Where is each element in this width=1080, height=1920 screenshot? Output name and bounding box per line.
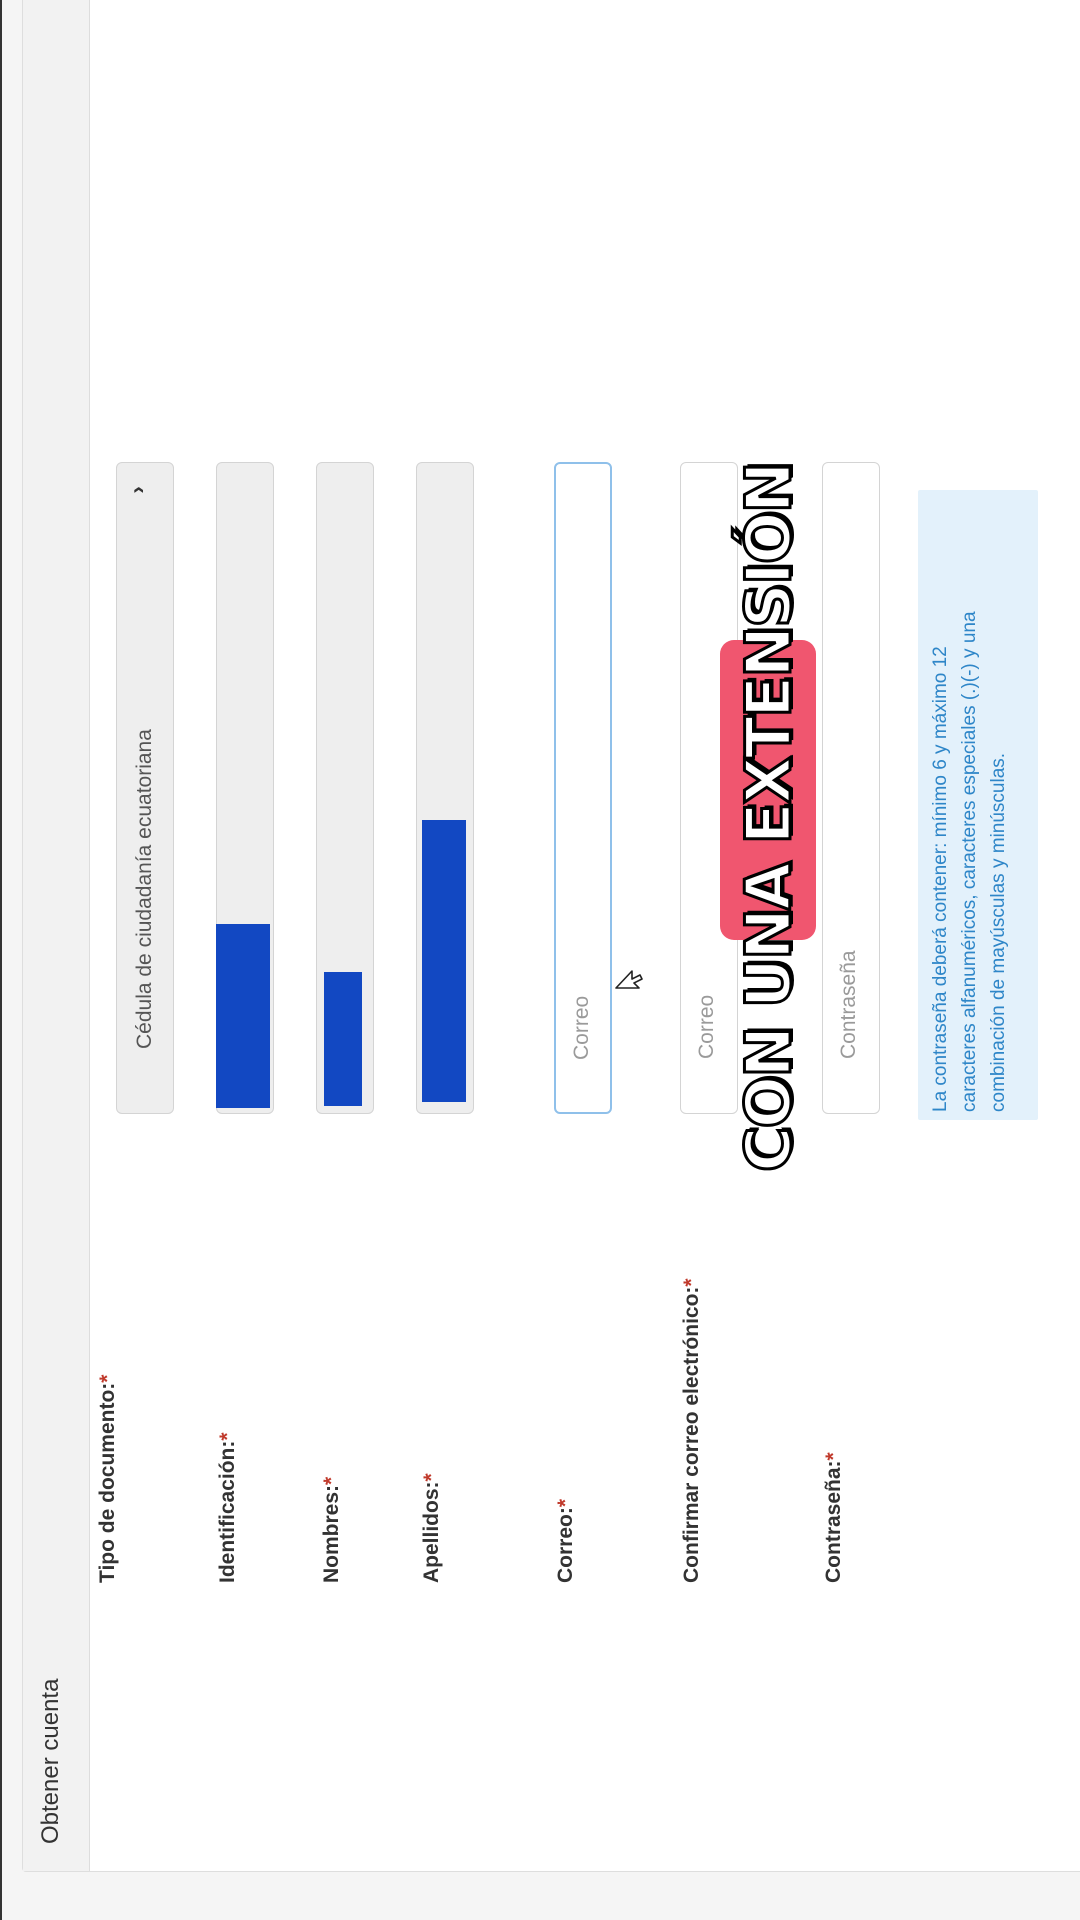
apellidos-label: Apellidos:* <box>420 1473 443 1583</box>
caption-text <box>732 463 805 1172</box>
chevron-icon: › <box>124 486 150 494</box>
correo-input[interactable] <box>554 462 612 1114</box>
contrasena-placeholder: Contraseña <box>837 950 860 1059</box>
confirmar-correo-label: Confirmar correo electrónico:* <box>680 1278 703 1583</box>
password-help-line-1: La contraseña deberá contener: mínimo 6 y máximo 12 <box>930 646 951 1112</box>
contrasena-input[interactable] <box>822 462 880 1114</box>
confirmar-correo-placeholder: Correo <box>695 994 718 1059</box>
tipo-documento-label: Tipo de documento:* <box>96 1374 119 1583</box>
tipo-documento-value: Cédula de ciudadanía ecuatoriana <box>133 729 156 1049</box>
contrasena-label: Contraseña:* <box>822 1452 845 1583</box>
password-help-line-2: caracteres alfanuméricos, caracteres especiales (.)(-) y una <box>959 611 980 1112</box>
tipo-documento-select[interactable] <box>116 462 174 1114</box>
caption-part-2: EXTENSIÓN <box>732 463 805 845</box>
nombres-label: Nombres:* <box>320 1476 343 1583</box>
password-help-line-3: combinación de mayúsculas y minúsculas. <box>988 752 1009 1112</box>
window-edge <box>0 0 2 1920</box>
identificacion-label: Identificación:* <box>216 1432 239 1583</box>
mouse-cursor-icon <box>612 962 646 996</box>
redacted-apellidos <box>422 820 466 1102</box>
password-help <box>918 490 1038 1120</box>
panel-title: Obtener cuenta <box>37 1678 64 1844</box>
caption-part-1: CON UNA <box>732 864 805 1172</box>
correo-label: Correo:* <box>554 1498 577 1583</box>
correo-placeholder: Correo <box>570 995 593 1060</box>
redacted-nombres <box>324 972 362 1106</box>
redacted-identificacion <box>216 924 270 1108</box>
panel-header <box>23 0 90 1871</box>
